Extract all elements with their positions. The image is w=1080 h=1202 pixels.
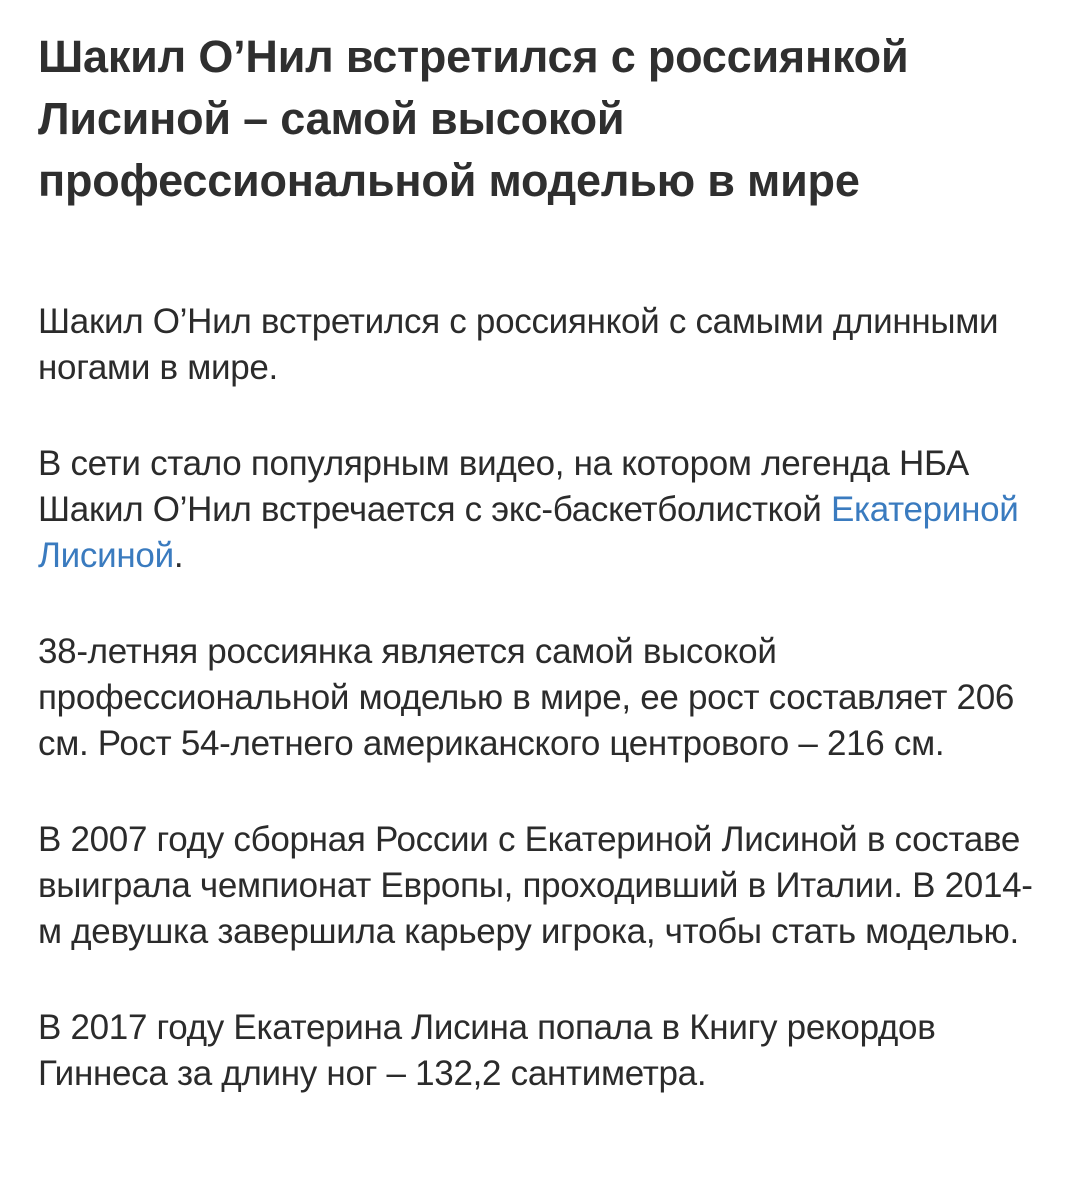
paragraph-2-end: . xyxy=(173,536,184,575)
article-paragraph-4: В 2007 году сборная России с Екатериной Лисиной в составе выиграла чемпионат Европы, проходивший в Италии. В 2014-м девушка завершила карьеру игрока, чтобы стать моделью. xyxy=(38,820,1033,951)
paragraph-2-text: В сети стало популярным видео, на котором легенда НБА Шакил О’Нил встречается с экс-баскетболисткой xyxy=(38,444,969,529)
lisina-link[interactable]: Екатериной Лисиной xyxy=(38,490,1019,575)
article-paragraph-3: 38-летняя россиянка является самой высокой профессиональной моделью в мире, ее рост составляет 206 см. Рост 54-летнего американского центрового – 216 см. xyxy=(38,632,1015,763)
article xyxy=(38,26,1048,1097)
article-paragraph-5: В 2017 году Екатерина Лисина попала в Книгу рекордов Гиннеса за длину ног – 132,2 сантиметра. xyxy=(38,1008,936,1093)
article-paragraph-2 xyxy=(38,441,1048,579)
article-headline: Шакил О’Нил встретился с россиянкой Лисиной – самой высокой профессиональной моделью в мире xyxy=(38,31,909,206)
article-paragraph-1: Шакил О’Нил встретился с россиянкой с самыми длинными ногами в мире. xyxy=(38,302,999,387)
